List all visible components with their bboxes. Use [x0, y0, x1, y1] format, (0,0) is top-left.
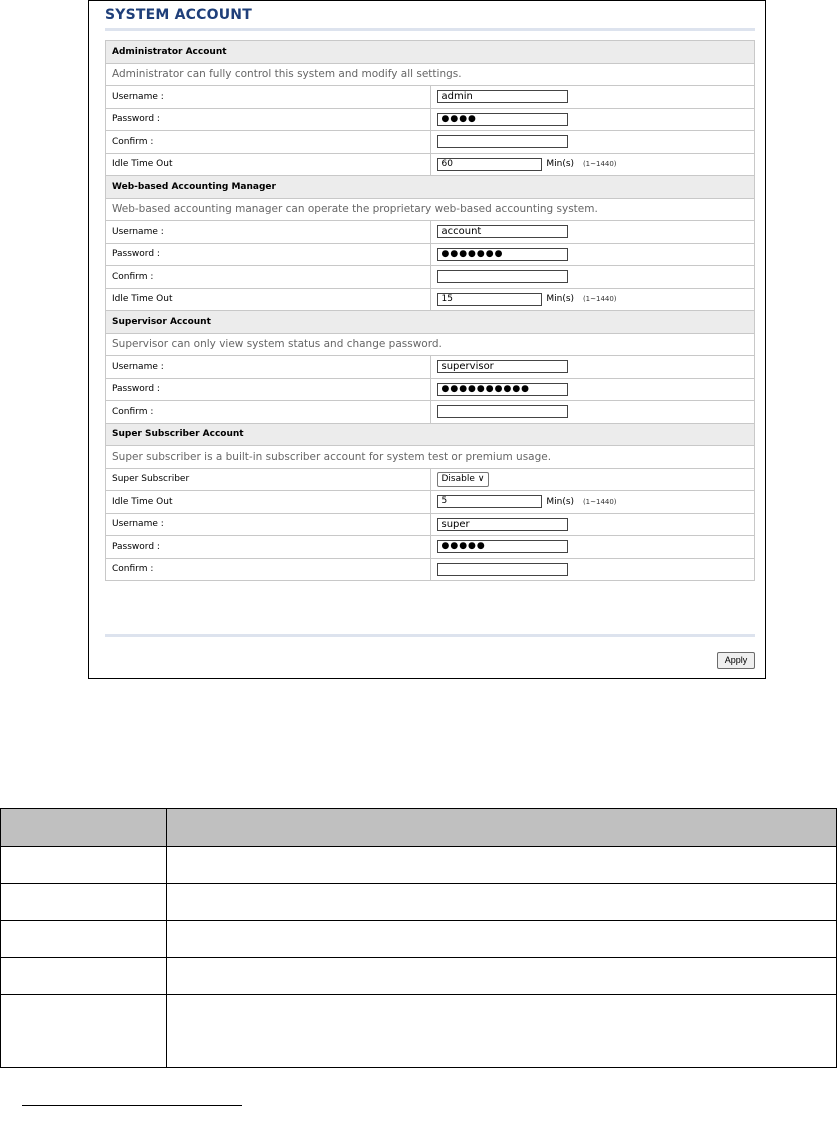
section-description-row [106, 446, 755, 469]
section-header-supervisor [106, 311, 755, 334]
idle-unit: Min(s) [546, 294, 575, 305]
accounting-username-input[interactable]: account [437, 225, 568, 238]
title-divider [105, 28, 755, 31]
super-subscriber-toggle-row [106, 468, 755, 491]
table-row [1, 884, 837, 921]
section-description: Administrator can fully control this system and modify all settings. [106, 63, 755, 86]
table-row [1, 995, 837, 1068]
chevron-down-icon: ∨ [477, 473, 485, 484]
section-description: Web-based accounting manager can operate the proprietary web-based accounting system. [106, 198, 755, 221]
field-label: Idle Time Out [106, 153, 431, 176]
admin-idle-timeout-input[interactable]: 60 [437, 158, 542, 171]
accounting-password-input[interactable]: ●●●●●●● [437, 248, 568, 261]
section-header-accounting [106, 176, 755, 199]
admin-password-row [106, 108, 755, 131]
super-subscriber-idle-timeout-input[interactable]: 5 [437, 495, 542, 508]
bottom-divider [105, 634, 755, 637]
super-subscriber-password-row [106, 536, 755, 559]
admin-confirm-input[interactable] [437, 135, 568, 148]
field-label: Password : [106, 536, 431, 559]
description-table [0, 808, 837, 1068]
section-title: Super Subscriber Account [106, 423, 755, 446]
field-label: Password : [106, 108, 431, 131]
field-label: Idle Time Out [106, 288, 431, 311]
idle-range: (1~1440) [582, 295, 617, 304]
super-subscriber-username-input[interactable]: super [437, 518, 568, 531]
footnote-separator [22, 1105, 242, 1106]
field-label: Confirm : [106, 131, 431, 154]
table-row [1, 958, 837, 995]
admin-username-input[interactable]: admin [437, 90, 568, 103]
accounting-idle-row [106, 288, 755, 311]
section-description-row [106, 63, 755, 86]
field-label: Password : [106, 378, 431, 401]
field-label: Username : [106, 356, 431, 379]
apply-button[interactable]: Apply [717, 652, 755, 669]
accounting-username-row [106, 221, 755, 244]
section-description-row [106, 333, 755, 356]
accounting-confirm-row [106, 266, 755, 289]
accounting-password-row [106, 243, 755, 266]
supervisor-password-input[interactable]: ●●●●●●●●●● [437, 383, 568, 396]
section-header-super-subscriber [106, 423, 755, 446]
supervisor-confirm-row [106, 401, 755, 424]
field-label: Super Subscriber [106, 468, 431, 491]
section-title: Administrator Account [106, 41, 755, 64]
supervisor-password-row [106, 378, 755, 401]
section-title: Web-based Accounting Manager [106, 176, 755, 199]
account-settings-table [105, 40, 755, 581]
section-description-row [106, 198, 755, 221]
admin-idle-row [106, 153, 755, 176]
idle-unit: Min(s) [546, 159, 575, 170]
section-description: Supervisor can only view system status and change password. [106, 333, 755, 356]
table-header-cell [167, 809, 837, 847]
super-subscriber-idle-row [106, 491, 755, 514]
table-row [1, 847, 837, 884]
field-label: Password : [106, 243, 431, 266]
table-header-row [1, 809, 837, 847]
section-description: Super subscriber is a built-in subscriber account for system test or premium usage. [106, 446, 755, 469]
super-subscriber-password-input[interactable]: ●●●●● [437, 540, 568, 553]
supervisor-username-input[interactable]: supervisor [437, 360, 568, 373]
select-value: Disable [441, 473, 475, 484]
field-label: Confirm : [106, 266, 431, 289]
supervisor-username-row [106, 356, 755, 379]
super-subscriber-username-row [106, 513, 755, 536]
table-header-cell [1, 809, 167, 847]
page-title: SYSTEM ACCOUNT [105, 7, 252, 23]
field-label: Confirm : [106, 401, 431, 424]
idle-range: (1~1440) [582, 160, 617, 169]
section-header-administrator [106, 41, 755, 64]
super-subscriber-select[interactable] [437, 472, 490, 487]
admin-confirm-row [106, 131, 755, 154]
admin-username-row [106, 86, 755, 109]
field-label: Username : [106, 513, 431, 536]
supervisor-confirm-input[interactable] [437, 405, 568, 418]
super-subscriber-confirm-row [106, 558, 755, 581]
idle-unit: Min(s) [546, 496, 575, 507]
section-title: Supervisor Account [106, 311, 755, 334]
admin-password-input[interactable]: ●●●● [437, 113, 568, 126]
table-row [1, 921, 837, 958]
accounting-confirm-input[interactable] [437, 270, 568, 283]
field-label: Username : [106, 86, 431, 109]
system-account-panel [88, 0, 766, 679]
field-label: Confirm : [106, 558, 431, 581]
field-label: Idle Time Out [106, 491, 431, 514]
accounting-idle-timeout-input[interactable]: 15 [437, 293, 542, 306]
field-label: Username : [106, 221, 431, 244]
idle-range: (1~1440) [582, 497, 617, 506]
super-subscriber-confirm-input[interactable] [437, 563, 568, 576]
